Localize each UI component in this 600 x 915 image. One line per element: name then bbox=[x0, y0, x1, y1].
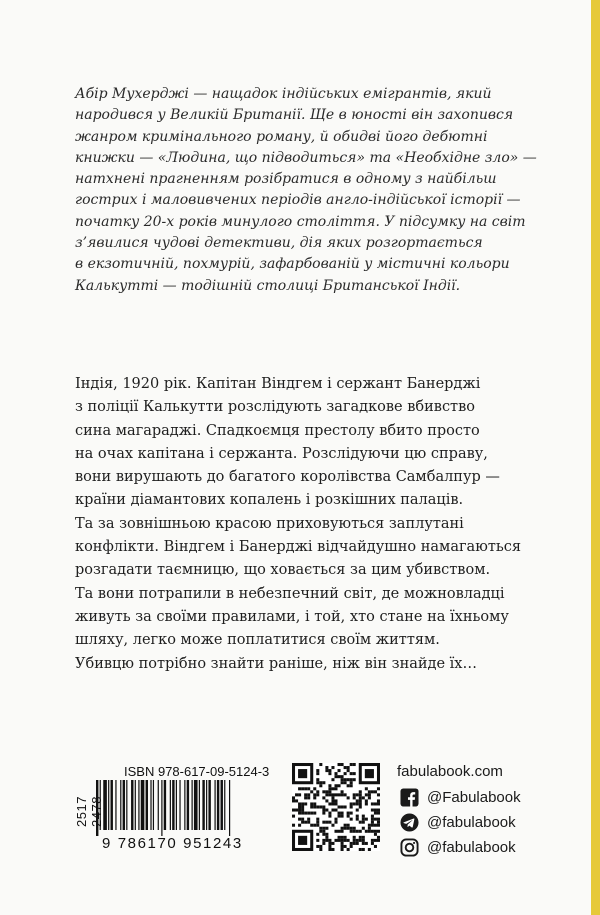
instagram-handle: @fabulabook bbox=[427, 838, 516, 856]
isbn-label: ISBN 978-617-09-5124-3 bbox=[124, 764, 270, 779]
telegram-row bbox=[400, 811, 516, 833]
book-synopsis bbox=[75, 373, 555, 676]
author-bio-line: Калькутті — тодішній столиці Британської Індії. bbox=[75, 277, 461, 294]
instagram-icon bbox=[400, 838, 419, 857]
ean-digits: 9 786170 951243 bbox=[102, 835, 243, 852]
author-bio-line: в екзотичній, похмурій, зафарбованій у містичні кольори bbox=[75, 256, 510, 273]
telegram-handle: @fabulabook bbox=[427, 813, 516, 831]
facebook-row bbox=[400, 786, 521, 808]
qr-code bbox=[292, 763, 380, 851]
synopsis-line: країни діамантових копалень і розкішних палаців. bbox=[75, 492, 464, 509]
synopsis-line: вони вирушають до багатого королівства Самбалпур — bbox=[75, 469, 500, 486]
telegram-icon bbox=[400, 813, 419, 832]
synopsis-line: Індія, 1920 рік. Капітан Віндгем і сержант Банерджі bbox=[75, 376, 481, 392]
spine-edge bbox=[591, 0, 600, 915]
synopsis-line: сина магараджі. Спадкоємця престолу вбито просто bbox=[75, 422, 480, 439]
author-bio-line: початку 20-х років минулого століття. У підсумку на світ bbox=[75, 213, 526, 230]
isbn-barcode bbox=[72, 762, 285, 858]
synopsis-line: Убивцю потрібно знайти раніше, ніж він знайде їх… bbox=[75, 655, 477, 672]
author-bio-line: книжки — «Людина, що підводиться» та «Необхідне зло» — bbox=[75, 149, 537, 166]
author-bio-line: жанром кримінального роману, й обидві його дебютні bbox=[75, 128, 488, 145]
barcode-bars bbox=[90, 780, 282, 836]
author-bio-line: Абір Мухерджі — нащадок індійських емігрантів, який bbox=[75, 86, 492, 102]
author-bio-line: гострих і маловивчених періодів англо-індійської історії — bbox=[75, 192, 521, 209]
synopsis-line: на очах капітана і сержанта. Розслідуючи цю справу, bbox=[75, 445, 488, 462]
author-bio-line: з’явилися чудові детективи, дія яких розгортається bbox=[75, 235, 483, 252]
synopsis-line: Та за зовнішньою красою приховуються заплутані bbox=[75, 515, 464, 532]
synopsis-line: з поліції Калькутти розслідують загадкове вбивство bbox=[75, 399, 475, 416]
instagram-row bbox=[400, 836, 516, 858]
synopsis-line: Та вони потрапили в небезпечний світ, де можновладці bbox=[75, 585, 505, 602]
author-bio-line: народився у Великій Британії. Ще в юності він захопився bbox=[75, 107, 514, 124]
synopsis-line: розгадати таємницю, що ховається за цим убивством. bbox=[75, 562, 491, 579]
publisher-website: fabulabook.com bbox=[397, 763, 503, 780]
facebook-handle: @Fabulabook bbox=[427, 788, 521, 806]
facebook-icon bbox=[400, 788, 419, 807]
barcode-side-digits: 2517 bbox=[74, 796, 89, 828]
author-bio-line: натхнені прагненням розібратися в одному з найбільш bbox=[75, 171, 497, 188]
synopsis-line: шляху, легко може поплатитися своїм життям. bbox=[75, 632, 440, 649]
synopsis-line: живуть за своїми правилами, і той, хто стане на їхньому bbox=[75, 608, 509, 625]
author-bio bbox=[75, 84, 545, 297]
synopsis-line: конфлікти. Віндгем і Банерджі відчайдушно намагаються bbox=[75, 539, 522, 556]
